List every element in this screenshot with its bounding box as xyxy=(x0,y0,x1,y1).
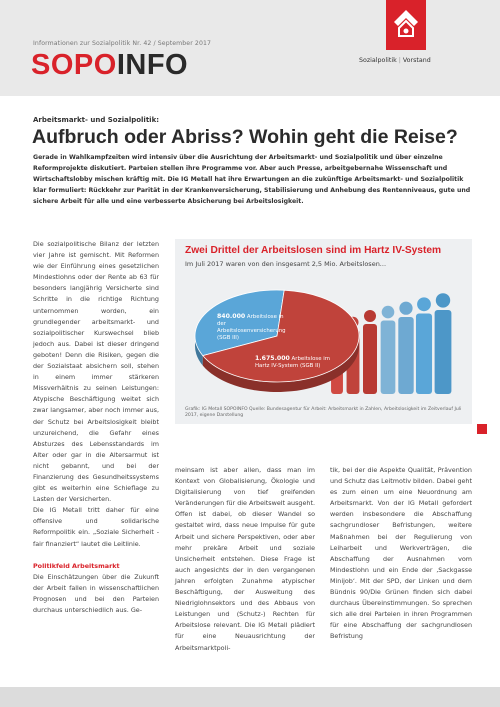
side-marker xyxy=(477,424,487,434)
person-head xyxy=(382,306,395,319)
column-1 xyxy=(33,239,159,616)
pie-slices xyxy=(195,290,359,392)
person-figure xyxy=(363,310,377,394)
pie-chart xyxy=(175,266,472,406)
column-1-subhead: Politikfeld Arbeitsmarkt xyxy=(33,561,120,570)
dept-separator: | xyxy=(398,57,401,64)
department-label xyxy=(359,57,431,64)
pie-slice-label: 1.675.000 Arbeitslose im Hartz IV-System (SGB II) xyxy=(255,355,331,369)
chart-source: Grafik: IG Metall SOPOINFO Quelle: Bundesagentur für Arbeit: Arbeitsmarkt in Zahlen, Arbeitslosigkeit im Zeitverlauf Juli 2017, eigene Darstellung xyxy=(185,407,462,419)
issue-meta: Informationen zur Sozialpolitik Nr. 42 / September 2017 xyxy=(33,40,212,47)
chart-subtitle: Im Juli 2017 waren von den insgesamt 2,5 Mio. Arbeitslosen... xyxy=(185,260,387,268)
article-kicker: Arbeitsmarkt- und Sozialpolitik: xyxy=(33,116,160,124)
ig-metall-logo-icon xyxy=(386,0,426,50)
person-body xyxy=(398,317,413,394)
person-head xyxy=(436,293,450,307)
person-body xyxy=(381,321,396,395)
dept-left: Sozialpolitik xyxy=(359,57,397,64)
person-figure xyxy=(416,297,432,394)
ig-metall-logo xyxy=(386,0,426,50)
chart-title: Zwei Drittel der Arbeitslosen sind im Hartz IV-System xyxy=(185,245,442,256)
brand-info: INFO xyxy=(116,49,189,81)
publication-logo xyxy=(31,51,188,80)
person-head xyxy=(417,297,431,311)
person-head xyxy=(364,310,376,322)
article-intro: Gerade in Wahlkampfzeiten wird intensiv über die Ausrichtung der Arbeitsmarkt- und Sozialpolitik und über einzelne Reformprojekte diskutiert. Parteien stellen ihre Programme vor. Aber auch Presse, arbeitgebernahe Wissenschaft und Wirtschaftslobby mischen kräftig mit. Die IG Metall hat ihre Erwartungen an die zukünftige Arbeitsmarkt- und Sozialpolitik klar formuliert: Rückkehr zur Parität in der Krankenversicherung, Stabilisierung und Anhebung des Rentenniveaus, gute und sichere Arbeit für alle und eine verbesserte Absicherung bei Arbeitslosigkeit. xyxy=(33,154,471,205)
footer-band xyxy=(0,687,500,707)
article-headline: Aufbruch oder Abriss? Wohin geht die Reise? xyxy=(32,126,458,148)
column-3: tik, bei der die Aspekte Qualität, Prävention und Schutz das Leitmotiv bilden. Dabei geht es zum einen um eine Neuordnung am Arbeitsmarkt. Von der IG Metall gefordert werden insbesondere die Abschaffung sachgrundloser Befristungen, weitere Maßnahmen bei der Regulierung von Leiharbeit und Werkverträgen, die Abschaffung der Ausnahmen vom Mindestlohn und ein Ende der ‚Sackgasse Minijob‘. Mit der SPD, der Linken und dem Bündnis 90/Die Grünen finden sich dabei durchaus Übereinstimmungen. So sprechen sich alle drei Parteien in ihren Programmen für eine Abschaffung der sachgrundlosen Befristung xyxy=(330,466,472,641)
column-1-para-1: Die sozialpolitische Bilanz der letzten vier Jahre ist gemischt. Mit Reformen wie der Einführung eines gesetzlichen Mindestlohns oder der Rente ab 63 für besonders langjährig Versicherte sind Schritte in die richtige Richtung unternommen worden, ein grundlegender arbeitsmarkt- und sozialpolitischer Kurswechsel blieb jedoch aus. Dabei ist dieser dringend geboten! Denn die Risiken, gegen die der Sozialstaat absichern soll, stehen in einem immer stärkeren Missverhältnis zu seinen Leistungen: Atypische Beschäftigung weitet sich zwar langsamer, aber noch immer aus, der Schutz bei Arbeitslosigkeit bleibt unzureichend, die Gefahr eines Absturzes des Lebensstandards im Alter oder gar in die Altersarmut ist nicht gebannt, und bei der Finanzierung des Gesundheitssystems gibt es weiterhin eine Schieflage zu Lasten der Versicherten. xyxy=(33,240,159,504)
column-1-para-2: Die IG Metall tritt daher für eine offensive und solidarische Reformpolitik ein. „Soziale Sicherheit - fair finanziert“ lautet die Leitlinie. xyxy=(33,506,159,548)
person-head xyxy=(399,302,412,315)
column-1-para-3: Die Einschätzungen über die Zukunft der Arbeit fallen in wissenschaftlichen Prognosen und bei den Parteien durchaus unterschiedlich aus. Ge- xyxy=(33,572,159,614)
person-body xyxy=(435,310,452,394)
pie-slice-label: 840.000 Arbeitslose in der Arbeitslosenversicherung (SGB III) xyxy=(217,313,286,341)
dept-right: Vorstand xyxy=(402,57,431,64)
person-figure xyxy=(398,302,413,394)
person-figure xyxy=(381,306,396,394)
brand-sopo: SOPO xyxy=(31,49,117,81)
column-2: meinsam ist aber allen, dass man im Kontext von Globalisierung, Ökologie und Digitalisierung von tief greifenden Veränderungen für die Arbeitswelt ausgeht. Offen ist dabei, ob dieser Wandel so gestaltet wird, dass neue Impulse für gute Arbeit und sichere Perspektiven, oder aber mehr prekäre Arbeit und soziale Unsicherheit entstehen. Diese Frage ist auch angesichts der in den vergangenen Jahren erfolgten Zunahme atypischer Beschäftigung, der Ausweitung des Niedriglohnsektors und des Abbaus von Leistungen und (Schutz-) Rechten für Arbeitslose relevant. Die IG Metall plädiert für eine Neuausrichtung der Arbeitsmarktpoli- xyxy=(175,466,315,652)
person-figure xyxy=(435,293,452,394)
person-body xyxy=(416,314,432,395)
person-body xyxy=(363,324,377,394)
